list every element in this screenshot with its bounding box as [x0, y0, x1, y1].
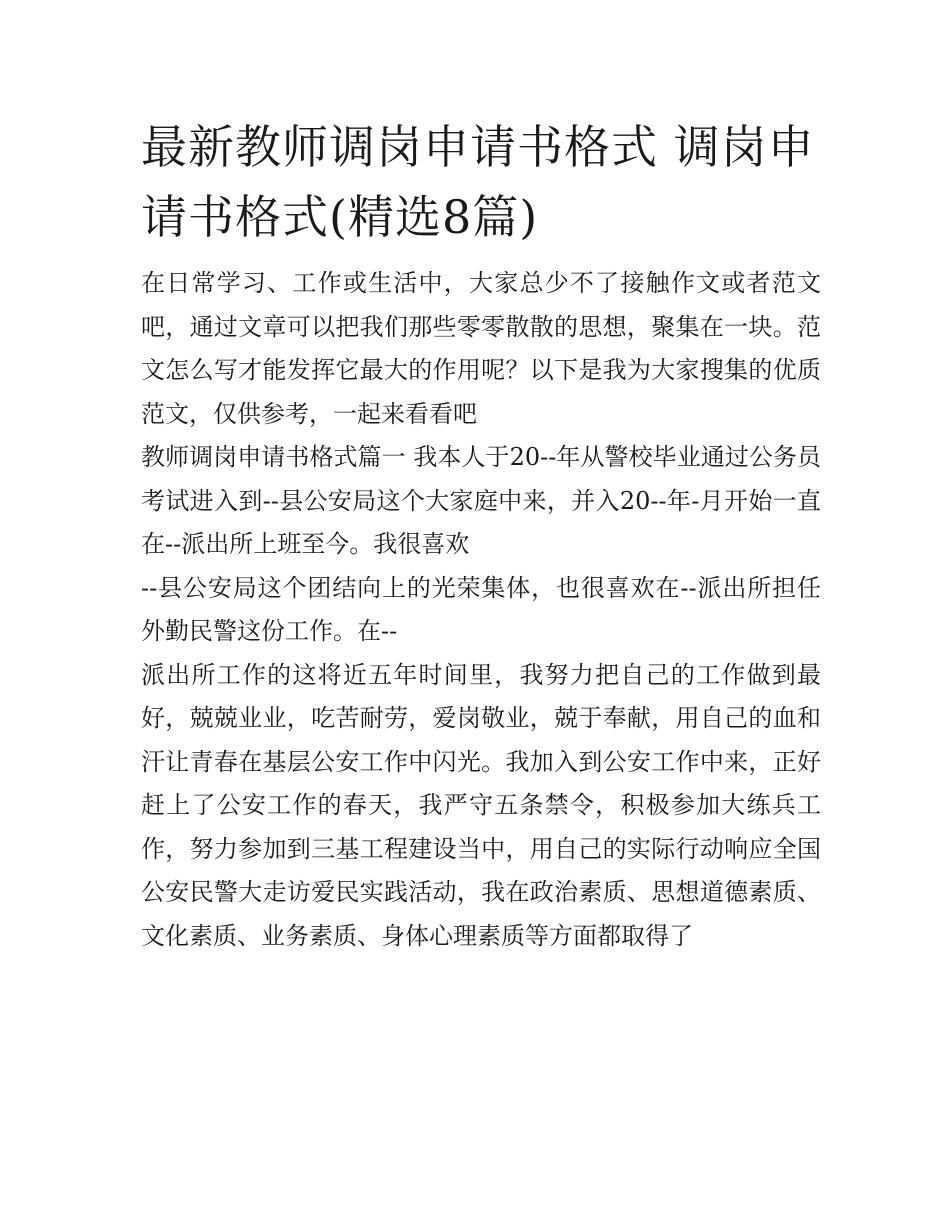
document-page: [141, 112, 821, 958]
paragraph-intro: 在日常学习、工作或生活中，大家总少不了接触作文或者范文吧，通过文章可以把我们那些零零散散的思想，聚集在一块。范文怎么写才能发挥它最大的作用呢？以下是我为大家搜集的优质范文，仅供参考，一起来看看吧: [141, 269, 821, 428]
paragraph-section-one-body: 派出所工作的这将近五年时间里，我努力把自己的工作做到最好，兢兢业业，吃苦耐劳，爱岗敬业，兢于奉献，用自己的血和汗让青春在基层公安工作中闪光。我加入到公安工作中来，正好赶上了公安工作的春天，我严守五条禁令，积极参加大练兵工作，努力参加到三基工程建设当中，用自己的实际行动响应全国公安民警大走访爱民实践活动，我在政治素质、思想道德素质、文化素质、业务素质、身体心理素质等方面都取得了: [141, 660, 821, 950]
document-title: 最新教师调岗申请书格式 调岗申请书格式(精选8篇): [141, 120, 815, 244]
paragraph-section-one-start: 教师调岗申请书格式篇一 我本人于20--年从警校毕业通过公务员考试进入到--县公安局这个大家庭中来，并入20--年-月开始一直在--派出所上班至今。我很喜欢: [141, 443, 821, 558]
paragraph-section-one-continued: --县公安局这个团结向上的光荣集体，也很喜欢在--派出所担任外勤民警这份工作。在--: [141, 573, 821, 645]
